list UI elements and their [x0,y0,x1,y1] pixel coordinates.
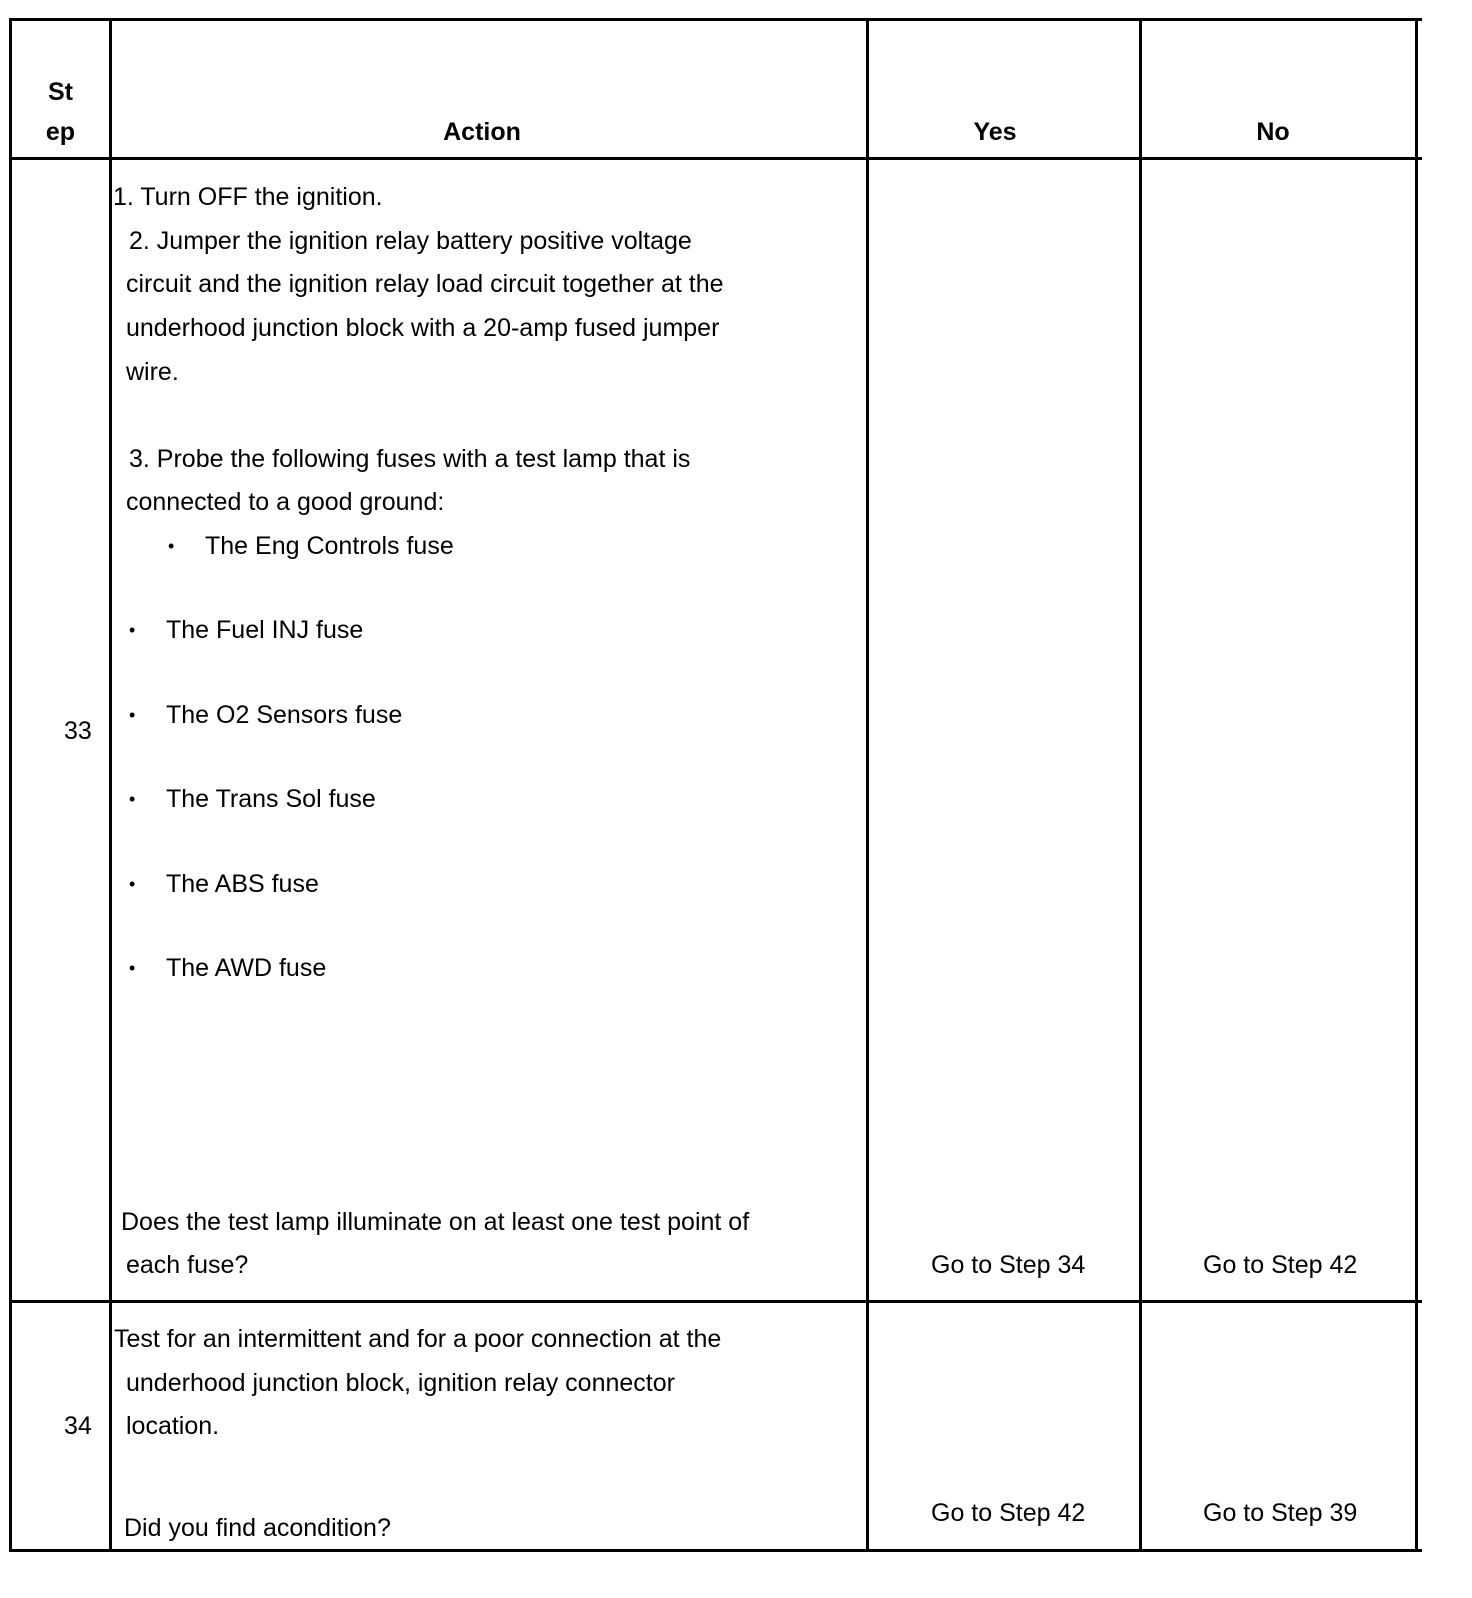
yes-result: Go to Step 34 [931,1251,1086,1279]
fuse-list-item: The O2 Sensors fuse [166,701,403,729]
action-item-2-line: 2. Jumper the ignition relay battery positive voltage [129,227,692,255]
action-item-3-line: 3. Probe the following fuses with a test lamp that is [129,445,691,473]
fuse-bullet-icon: • [129,874,136,894]
no-result: Go to Step 39 [1203,1499,1358,1527]
table-border-left [9,18,12,1552]
header-no: No [1256,118,1290,146]
table-border-top [9,18,1422,21]
row-divider [9,1300,1422,1303]
fuse-list-item: The Trans Sol fuse [166,785,376,813]
header-step-line1: St [48,78,73,106]
action-line: underhood junction block, ignition relay connector [126,1369,675,1397]
fuse-list-item: The ABS fuse [166,870,319,898]
column-divider-action [866,18,869,1552]
fuse-bullet-icon: • [129,789,136,809]
fuse-list-item: The AWD fuse [166,954,327,982]
fuse-bullet-icon: • [129,620,136,640]
action-item-3-line: connected to a good ground: [126,488,445,516]
header-yes: Yes [973,118,1017,146]
header-step-line2: ep [45,118,76,146]
table-border-bottom [9,1549,1422,1552]
fuse-list-item: The Fuel INJ fuse [166,616,364,644]
yes-result: Go to Step 42 [931,1499,1086,1527]
fuse-bullet-icon: • [129,958,136,978]
action-question-line: each fuse? [126,1251,249,1279]
fuse-bullet-icon: • [129,705,136,725]
action-item-2-line: wire. [126,358,179,386]
header-action: Action [443,118,521,146]
fuse-list-item: The Eng Controls fuse [205,532,454,560]
no-result: Go to Step 42 [1203,1251,1358,1279]
action-item-2-line: underhood junction block with a 20-amp fused jumper [126,314,720,342]
action-item-2-line: circuit and the ignition relay load circuit together at the [126,270,724,298]
table-border-right [1415,18,1418,1552]
header-divider [9,157,1422,160]
action-line: Test for an intermittent and for a poor connection at the [114,1325,722,1353]
action-line: location. [126,1412,220,1440]
step-number: 34 [64,1412,92,1440]
column-divider-step [109,18,112,1552]
step-number: 33 [64,717,92,745]
fuse-bullet-icon: • [168,536,175,556]
action-question-line: Does the test lamp illuminate on at least one test point of [121,1208,750,1236]
column-divider-yes [1139,18,1142,1552]
header-step [12,72,109,152]
action-item-1: 1. Turn OFF the ignition. [113,183,383,211]
action-question: Did you find acondition? [124,1514,391,1542]
